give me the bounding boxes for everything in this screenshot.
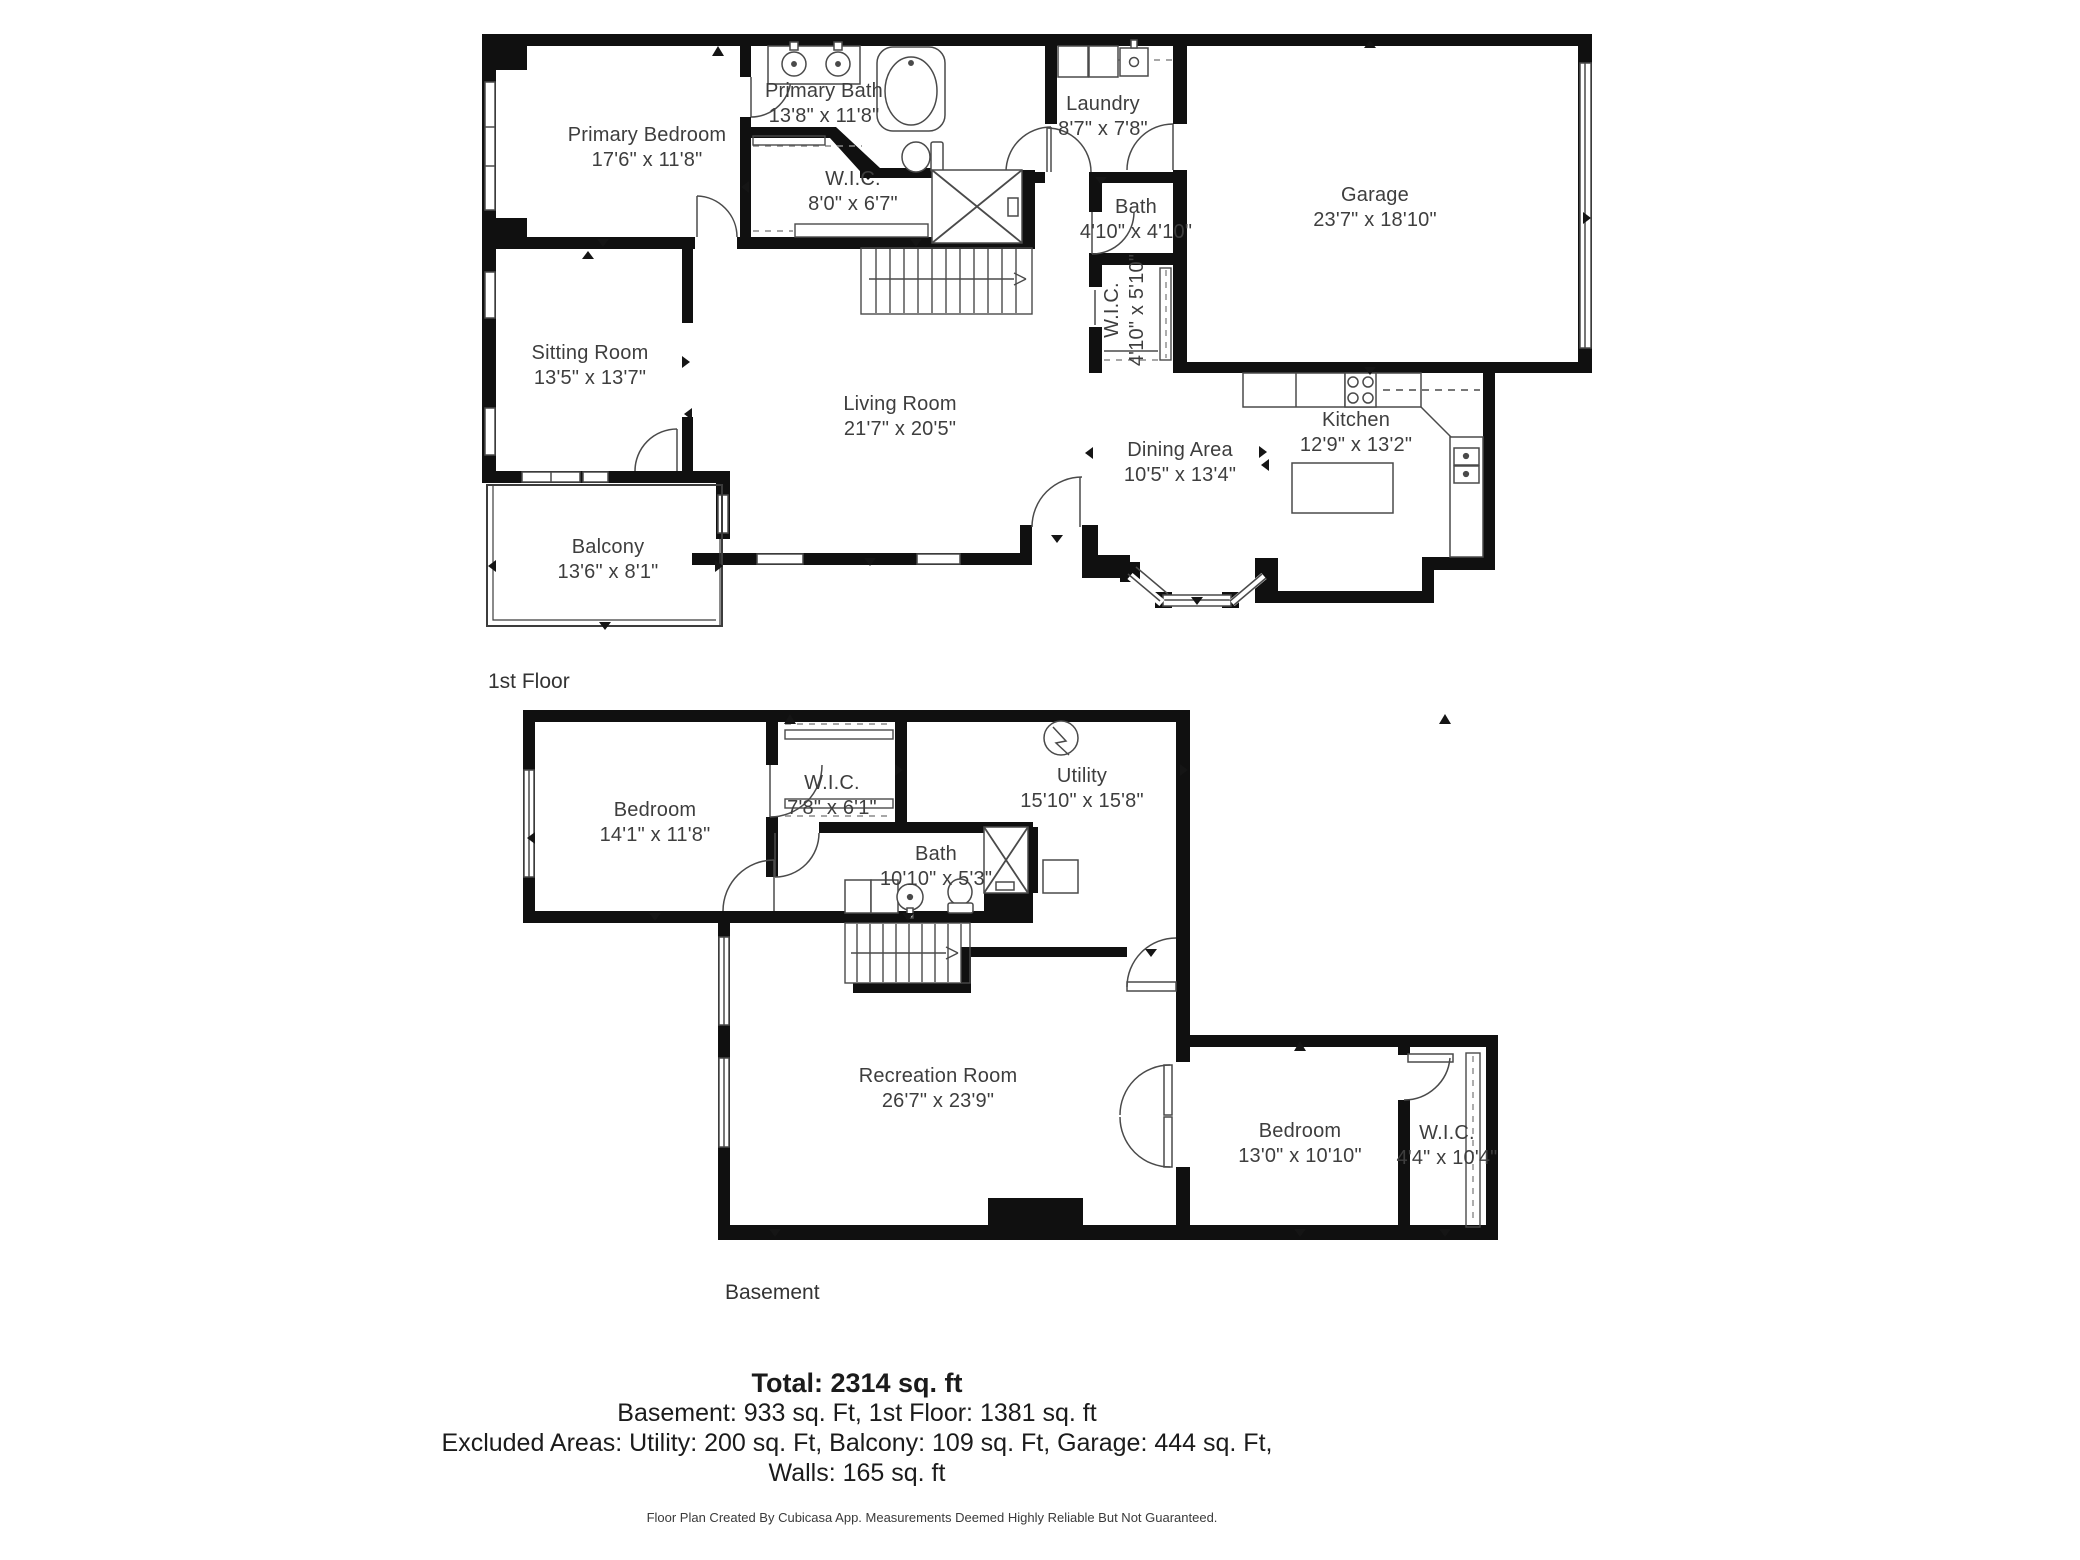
room-label-primary-bedroom: Primary Bedroom 17'6" x 11'8" (567, 124, 727, 171)
credit-line: Floor Plan Created By Cubicasa App. Measurements Deemed Highly Reliable But Not Guaranteed. (646, 1510, 1218, 1525)
room-label-sitting-room: Sitting Room 13'5" x 13'7" (531, 342, 649, 389)
room-label-primary-bath: Primary Bath 13'8" x 11'8" (765, 80, 883, 127)
room-label-bedroom-basement: Bedroom 14'1" x 11'8" (599, 799, 711, 846)
total-area-line: Total: 2314 sq. ft (751, 1368, 963, 1398)
room-label-dining-area: Dining Area 10'5" x 13'4" (1123, 439, 1237, 486)
dryer-icon (1089, 46, 1118, 77)
room-label-recreation-room: Recreation Room 26'7" x 23'9" (858, 1065, 1018, 1112)
room-label-bath-1f: Bath 4'10" x 4'10" (1079, 196, 1193, 243)
washer-icon (1058, 46, 1088, 77)
walls-area-line: Walls: 165 sq. ft (768, 1459, 946, 1487)
kitchen-fixtures (1243, 373, 1483, 557)
room-label-wic2-basement: W.I.C. 4'4" x 10'4" (1396, 1122, 1498, 1169)
stairs-up-icon (861, 248, 1032, 314)
room-label-utility: Utility 15'10" x 15'8" (1020, 765, 1144, 812)
fireplace-block (988, 1198, 1083, 1225)
furnace-icon (1043, 860, 1078, 893)
room-label-bath-basement: Bath 10'10" x 5'3" (879, 843, 993, 890)
room-label-wic-basement: W.I.C. 7'8" x 6'1" (787, 772, 877, 819)
excluded-areas-line: Excluded Areas: Utility: 200 sq. Ft, Balcony: 109 sq. Ft, Garage: 444 sq. Ft, (441, 1429, 1273, 1457)
water-heater-icon (1044, 721, 1078, 755)
kitchen-island (1292, 463, 1393, 513)
room-label-wic-hall: W.I.C. 4'10" x 5'10" (1101, 253, 1148, 367)
area-summary (442, 1368, 1273, 1488)
toilet-icon (902, 142, 930, 172)
room-label-living-room: Living Room 21'7" x 20'5" (843, 393, 957, 440)
first-floor-walls (482, 34, 1592, 608)
first-floor-label: 1st Floor (488, 670, 570, 693)
room-label-balcony: Balcony 13'6" x 8'1" (557, 536, 659, 583)
room-label-bedroom2-basement: Bedroom 13'0" x 10'10" (1238, 1120, 1362, 1167)
room-label-wic-primary: W.I.C. 8'0" x 6'7" (808, 168, 898, 215)
room-label-laundry: Laundry 8'7" x 7'8" (1058, 93, 1148, 140)
laundry-appliances (1058, 40, 1148, 77)
stairs-down-icon (845, 923, 970, 983)
floor-areas-line: Basement: 933 sq. Ft, 1st Floor: 1381 sq. ft (617, 1399, 1097, 1427)
basement-label: Basement (725, 1281, 820, 1304)
room-label-garage: Garage 23'7" x 18'10" (1313, 184, 1437, 231)
room-label-kitchen: Kitchen 12'9" x 13'2" (1299, 409, 1413, 456)
